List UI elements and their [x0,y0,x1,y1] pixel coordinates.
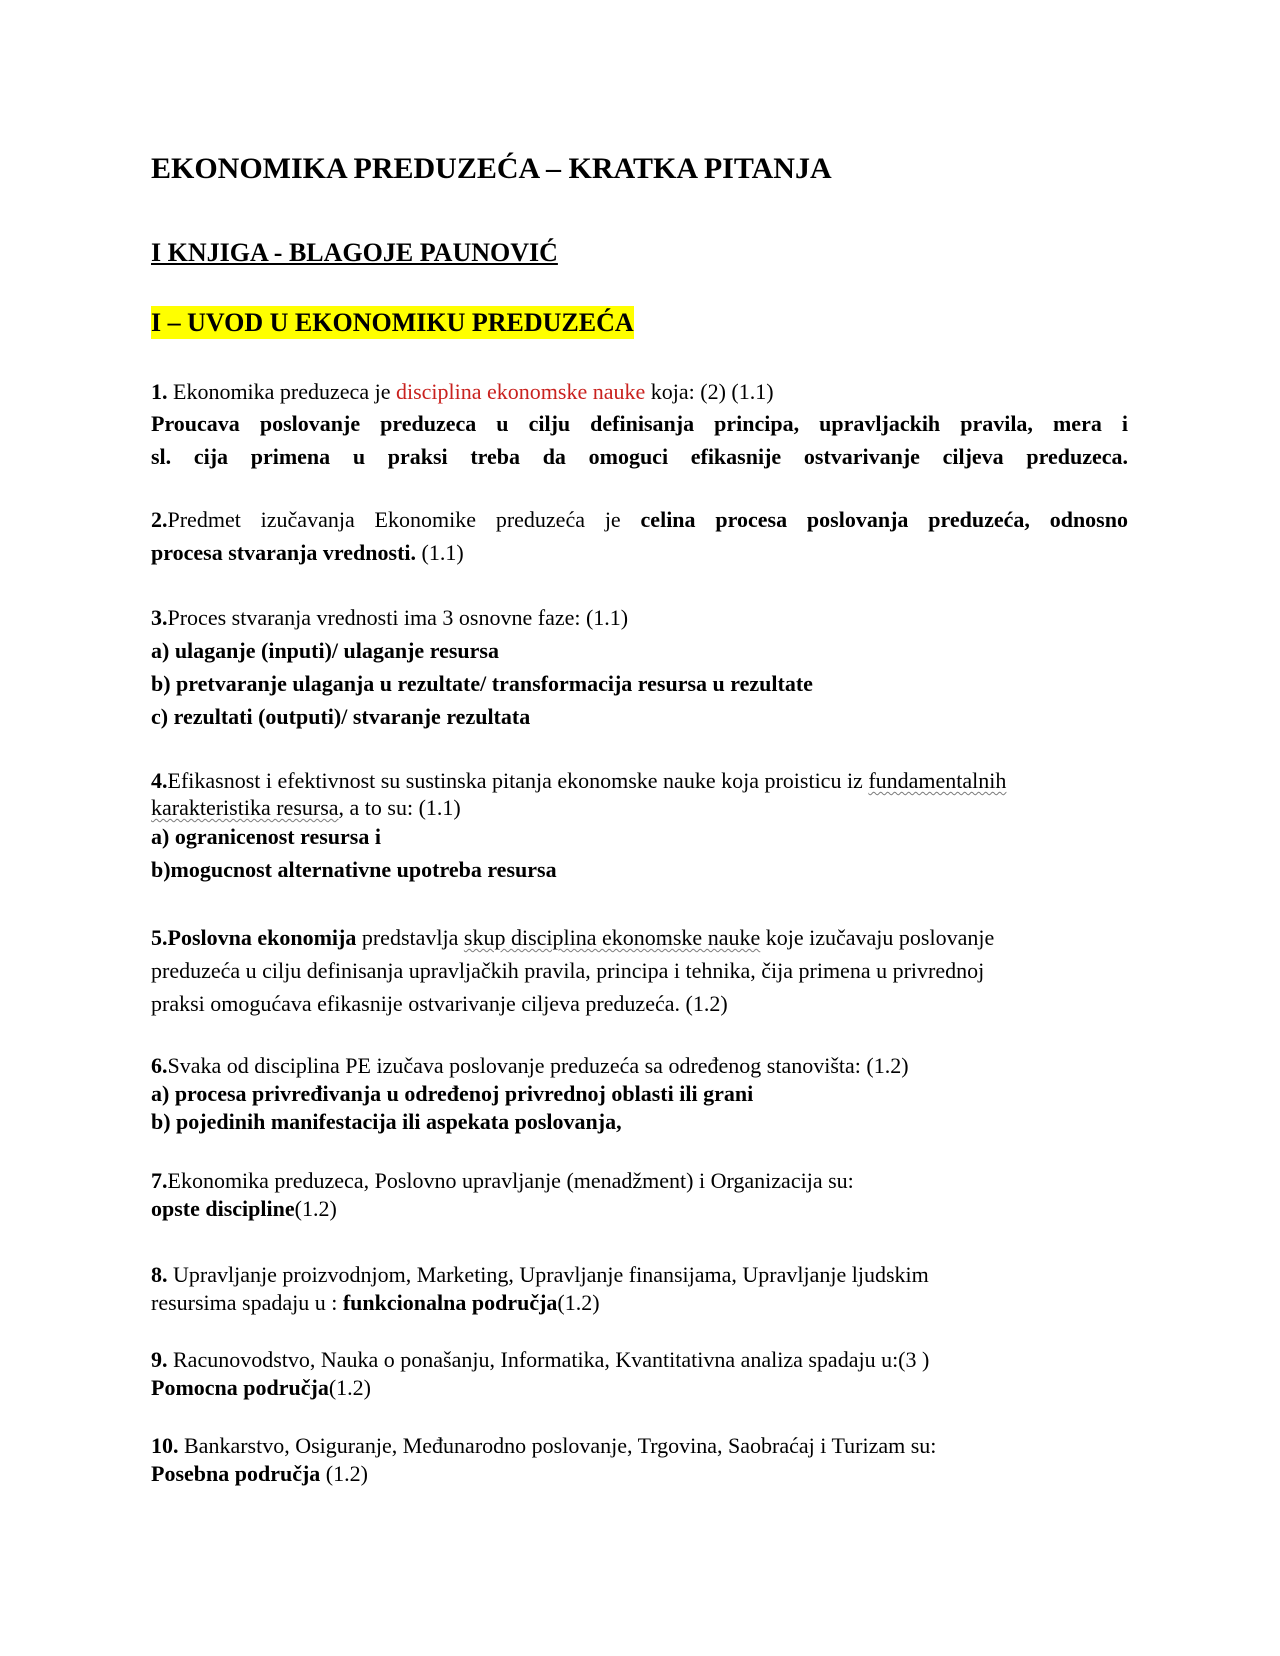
question-10 [151,1431,1128,1489]
question-9 [151,1345,1128,1403]
question-6 [151,1051,1128,1137]
question-2-line-1: 2.Predmet izučavanja Ekonomike preduzeća je celina procesa poslovanja preduzeća, odnosno [151,507,1128,532]
question-4-line-1: 4.Efikasnost i efektivnost su sustinska pitanja ekonomske nauke koja proisticu iz fundamentalnih [151,768,1007,793]
question-1 [151,377,1128,472]
question-8 [151,1260,1128,1318]
red-highlight-text: disciplina ekonomske nauke [395,379,646,404]
question-10-prompt: 10. Bankarstvo, Osiguranje, Međunarodno poslovanje, Trgovina, Saobraćaj i Turizam su: [151,1433,937,1458]
question-5-line-2: preduzeća u cilju definisanja upravljačkih pravila, principa i tehnika, čija primena u privrednoj [151,958,985,983]
question-9-prompt: 9. Racunovodstvo, Nauka o ponašanju, Informatika, Kvantitativna analiza spadaju u:(3 ) [151,1347,930,1372]
document-title: EKONOMIKA PREDUZEĆA – KRATKA PITANJA [151,152,832,185]
question-3-prompt: 3.Proces stvaranja vrednosti ima 3 osnovne faze: (1.1) [151,605,629,630]
list-item: a) ulaganje (inputi)/ ulaganje resursa [151,638,499,663]
question-4 [151,766,1128,885]
question-5-line-3: praksi omogućava efikasnije ostvarivanje ciljeva preduzeća. (1.2) [151,991,728,1016]
spellcheck-underline: skup disciplina ekonomske nauke [463,925,761,950]
question-2 [151,505,1128,568]
question-3 [151,603,1128,732]
question-2-line-2: procesa stvaranja vrednosti. (1.1) [151,540,464,565]
question-6-prompt: 6.Svaka od disciplina PE izučava poslovanje preduzeća sa određenog stanovišta: (1.2) [151,1053,909,1078]
list-item: a) procesa privređivanja u određenoj privrednoj oblasti ili grani [151,1081,754,1106]
question-1-prompt: 1. Ekonomika preduzeca je disciplina ekonomske nauke koja: (2) (1.1) [151,379,774,404]
list-item: b) pojedinih manifestacija ili aspekata poslovanja, [151,1109,622,1134]
question-10-answer: Posebna područja (1.2) [151,1461,368,1486]
chapter-heading [151,306,1128,340]
question-5-line-1: 5.Poslovna ekonomija predstavlja skup disciplina ekonomske nauke koje izučavaju poslovanje [151,925,995,950]
question-7-prompt: 7.Ekonomika preduzeca, Poslovno upravljanje (menadžment) i Organizacija su: [151,1168,854,1193]
list-item: c) rezultati (outputi)/ stvaranje rezultata [151,704,531,729]
question-9-answer: Pomocna područja(1.2) [151,1375,371,1400]
question-1-answer-line-2: sl. cija primena u praksi treba da omoguci efikasnije ostvarivanje ciljeva preduzeca. [151,444,1128,469]
chapter-heading-text: I – UVOD U EKONOMIKU PREDUZEĆA [151,308,634,337]
list-item: a) ogranicenost resursa i [151,824,381,849]
question-7-answer: opste discipline(1.2) [151,1196,337,1221]
question-8-line-2: resursima spadaju u : funkcionalna područja(1.2) [151,1290,600,1315]
list-item: b) pretvaranje ulaganja u rezultate/ transformacija resursa u rezultate [151,671,813,696]
question-8-line-1: 8. Upravljanje proizvodnjom, Marketing, Upravljanje finansijama, Upravljanje ljudskim [151,1262,929,1287]
spellcheck-underline: karakteristika resursa [151,795,339,820]
book-heading: I KNJIGA - BLAGOJE PAUNOVIĆ [151,238,558,267]
list-item: b)mogucnost alternativne upotreba resursa [151,857,557,882]
spellcheck-underline: fundamentalnih [868,768,1007,793]
question-7 [151,1166,1128,1224]
question-1-answer-line-1: Proucava poslovanje preduzeca u cilju definisanja principa, upravljackih pravila, mera i [151,411,1128,436]
question-5 [151,923,1128,1019]
question-4-line-2: karakteristika resursa, a to su: (1.1) [151,795,461,820]
